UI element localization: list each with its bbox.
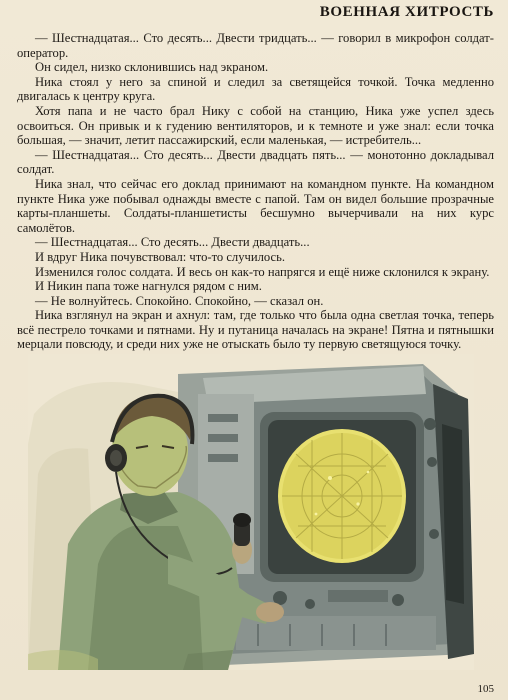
paragraph: И вдруг Ника почувствовал: что-то случилось. [35, 249, 285, 264]
paragraph: — Шестнадцатая... Сто десять... Двести двадцать пять... — монотонно докладывал солдат. [17, 147, 494, 177]
paragraph: И Никин папа тоже нагнулся рядом с ним. [35, 279, 262, 294]
paragraph: Он сидел, низко склонившись над экраном. [35, 60, 269, 75]
paragraph: Изменился голос солдата. И весь он как-то напрягся и ещё ниже склонился к экрану. [35, 264, 490, 279]
paragraph: Ника стоял у него за спиной и следил за светящейся точкой. Точка медленно двигалась к центру круга. [17, 74, 494, 104]
story-text [17, 31, 494, 352]
paragraph: Хотя папа и не часто брал Нику с собой на станцию, Ника уже успел здесь освоиться. Он привык и к гудению вентиляторов, и к темноте и уже знал: если точка большая, — значит, летит пассажирский, если маленькая, — истребитель... [17, 103, 494, 148]
page-number: 105 [477, 683, 494, 695]
paragraph: — Шестнадцатая... Сто десять... Двести тридцать... — говорил в микрофон солдат-оператор. [17, 31, 494, 60]
running-header-title: ВОЕННАЯ ХИТРОСТЬ [319, 4, 494, 20]
paragraph: — Шестнадцатая... Сто десять... Двести двадцать... [35, 235, 310, 250]
paragraph: — Не волнуйтесь. Спокойно. Спокойно, — сказал он. [35, 293, 324, 308]
paragraph: Ника взглянул на экран и ахнул: там, где только что была одна светлая точка, теперь всё пестрело точками и пятнами. Ну и путаница началась на экране! Пятна и пятнышки мерцали повсюду, и среди них уже не отыскать было ту первую светящуюся точку. [17, 308, 494, 352]
paragraph: Ника знал, что сейчас его доклад принимают на командном пункте. На командном пункте Ника уже побывал однажды вместе с папой. Там он видел большие прозрачные карты-планшеты. Солдаты-планшетисты бесшумно вычерчивали на них курс самолётов. [17, 176, 494, 235]
illustration-radar-operator [28, 354, 474, 670]
